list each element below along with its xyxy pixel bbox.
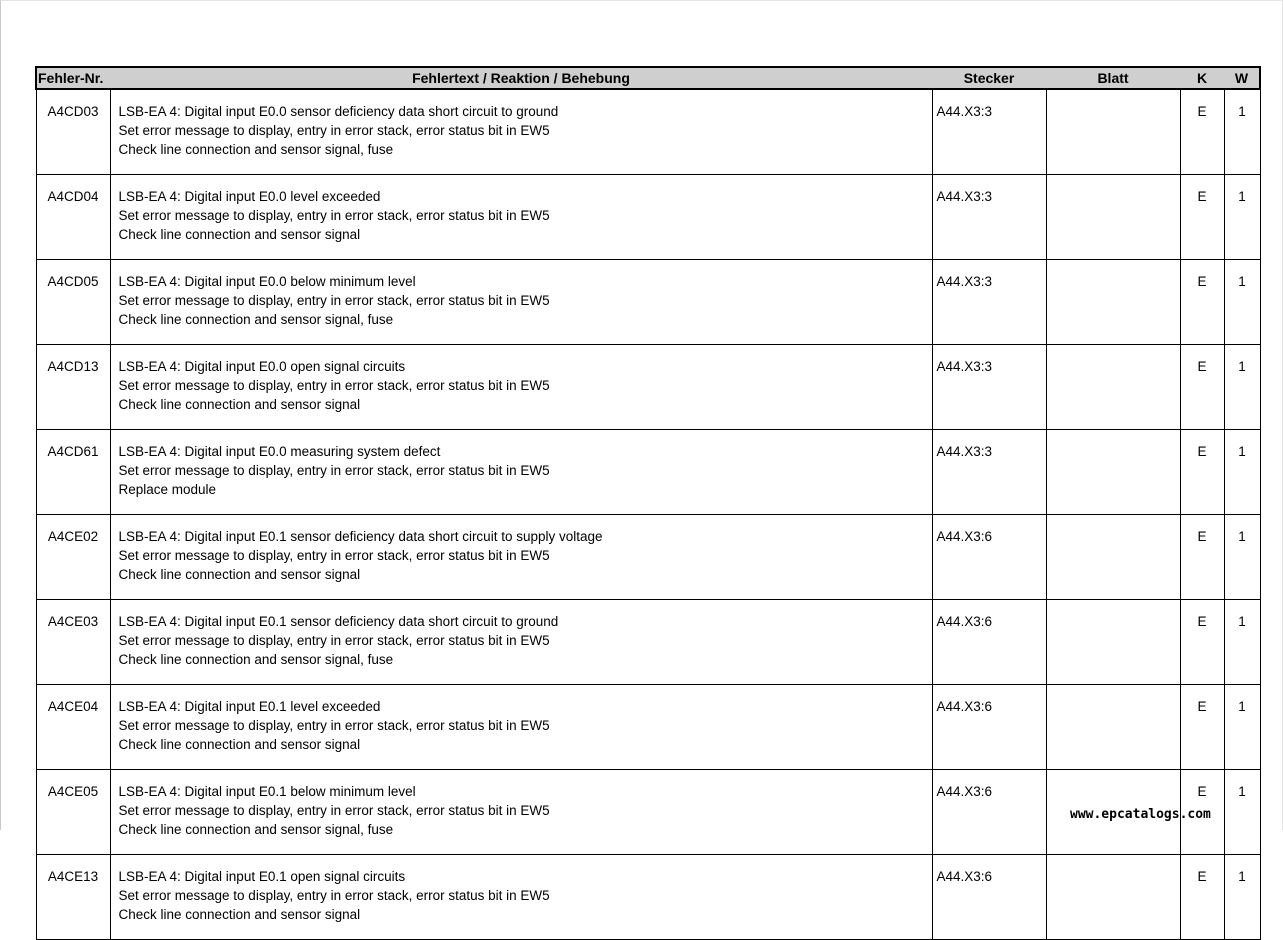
table-row <box>36 345 1260 430</box>
sheet-cell <box>1046 175 1180 260</box>
sheet-cell <box>1046 89 1180 175</box>
reaction-text-line: Set error message to display, entry in error stack, error status bit in EW5 <box>118 548 550 563</box>
error-text-line: LSB-EA 4: Digital input E0.0 open signal circuits <box>118 359 406 374</box>
header-w: W <box>1224 67 1260 89</box>
reaction-text-line: Set error message to display, entry in error stack, error status bit in EW5 <box>118 803 550 818</box>
table-header-row <box>36 67 1260 89</box>
header-k: K <box>1180 67 1224 89</box>
connector-cell: A44.X3:6 <box>932 770 1046 855</box>
error-code: A4CD13 <box>36 345 110 430</box>
sheet-cell <box>1046 345 1180 430</box>
k-cell: E <box>1180 855 1224 940</box>
w-cell: 1 <box>1224 175 1260 260</box>
error-description <box>110 770 932 855</box>
w-cell: 1 <box>1224 855 1260 940</box>
error-code: A4CD03 <box>36 89 110 175</box>
error-text-line: LSB-EA 4: Digital input E0.0 measuring system defect <box>118 444 441 459</box>
header-stecker: Stecker <box>932 67 1046 89</box>
connector-cell: A44.X3:6 <box>932 515 1046 600</box>
connector-cell: A44.X3:3 <box>932 430 1046 515</box>
w-cell: 1 <box>1224 260 1260 345</box>
w-cell: 1 <box>1224 600 1260 685</box>
remedy-text-line: Check line connection and sensor signal <box>118 397 361 412</box>
watermark: www.epcatalogs.com <box>1070 807 1211 822</box>
error-text-line: LSB-EA 4: Digital input E0.0 level exceeded <box>118 189 381 204</box>
reaction-text-line: Set error message to display, entry in error stack, error status bit in EW5 <box>118 463 550 478</box>
k-cell: E <box>1180 260 1224 345</box>
k-cell: E <box>1180 600 1224 685</box>
k-cell: E <box>1180 515 1224 600</box>
k-cell: E <box>1180 345 1224 430</box>
w-cell: 1 <box>1224 515 1260 600</box>
error-text-line: LSB-EA 4: Digital input E0.1 level exceeded <box>118 699 381 714</box>
k-cell: E <box>1180 430 1224 515</box>
table-row <box>36 685 1260 770</box>
remedy-text-line: Check line connection and sensor signal, fuse <box>118 652 394 667</box>
remedy-text-line: Check line connection and sensor signal, fuse <box>118 142 394 157</box>
error-description <box>110 855 932 940</box>
table-row <box>36 89 1260 175</box>
k-cell: E <box>1180 175 1224 260</box>
reaction-text-line: Set error message to display, entry in error stack, error status bit in EW5 <box>118 208 550 223</box>
error-description <box>110 175 932 260</box>
table-row <box>36 855 1260 940</box>
w-cell: 1 <box>1224 430 1260 515</box>
error-text-line: LSB-EA 4: Digital input E0.1 below minimum level <box>118 784 416 799</box>
table-row <box>36 260 1260 345</box>
k-cell: E <box>1180 770 1224 855</box>
error-text-line: LSB-EA 4: Digital input E0.1 sensor deficiency data short circuit to ground <box>118 614 559 629</box>
reaction-text-line: Set error message to display, entry in error stack, error status bit in EW5 <box>118 718 550 733</box>
header-fehler-nr: Fehler-Nr. <box>36 67 110 89</box>
table-row <box>36 175 1260 260</box>
remedy-text-line: Check line connection and sensor signal <box>118 227 361 242</box>
header-fehlertext: Fehlertext / Reaktion / Behebung <box>110 67 932 89</box>
sheet-cell <box>1046 260 1180 345</box>
connector-cell: A44.X3:3 <box>932 175 1046 260</box>
error-description <box>110 260 932 345</box>
table-row <box>36 515 1260 600</box>
remedy-text-line: Check line connection and sensor signal <box>118 907 361 922</box>
sheet-cell <box>1046 685 1180 770</box>
connector-cell: A44.X3:3 <box>932 89 1046 175</box>
error-description <box>110 345 932 430</box>
w-cell: 1 <box>1224 345 1260 430</box>
sheet-cell <box>1046 600 1180 685</box>
error-description <box>110 600 932 685</box>
error-text-line: LSB-EA 4: Digital input E0.0 sensor deficiency data short circuit to ground <box>118 104 559 119</box>
k-cell: E <box>1180 685 1224 770</box>
table-row <box>36 430 1260 515</box>
error-description <box>110 685 932 770</box>
error-code: A4CE02 <box>36 515 110 600</box>
connector-cell: A44.X3:6 <box>932 855 1046 940</box>
error-description <box>110 515 932 600</box>
w-cell: 1 <box>1224 770 1260 855</box>
remedy-text-line: Check line connection and sensor signal, fuse <box>118 822 394 837</box>
error-code: A4CD05 <box>36 260 110 345</box>
error-code: A4CE13 <box>36 855 110 940</box>
k-cell: E <box>1180 89 1224 175</box>
remedy-text-line: Check line connection and sensor signal, fuse <box>118 312 394 327</box>
sheet-cell <box>1046 430 1180 515</box>
connector-cell: A44.X3:6 <box>932 685 1046 770</box>
error-code: A4CE05 <box>36 770 110 855</box>
remedy-text-line: Check line connection and sensor signal <box>118 567 361 582</box>
w-cell: 1 <box>1224 685 1260 770</box>
connector-cell: A44.X3:6 <box>932 600 1046 685</box>
reaction-text-line: Set error message to display, entry in error stack, error status bit in EW5 <box>118 888 550 903</box>
connector-cell: A44.X3:3 <box>932 345 1046 430</box>
remedy-text-line: Check line connection and sensor signal <box>118 737 361 752</box>
header-blatt: Blatt <box>1046 67 1180 89</box>
error-text-line: LSB-EA 4: Digital input E0.1 open signal circuits <box>118 869 406 884</box>
reaction-text-line: Set error message to display, entry in error stack, error status bit in EW5 <box>118 123 550 138</box>
reaction-text-line: Set error message to display, entry in error stack, error status bit in EW5 <box>118 378 550 393</box>
error-code: A4CE04 <box>36 685 110 770</box>
error-description <box>110 89 932 175</box>
sheet-cell <box>1046 515 1180 600</box>
error-text-line: LSB-EA 4: Digital input E0.1 sensor deficiency data short circuit to supply voltage <box>118 529 603 544</box>
w-cell: 1 <box>1224 89 1260 175</box>
error-code: A4CD04 <box>36 175 110 260</box>
reaction-text-line: Set error message to display, entry in error stack, error status bit in EW5 <box>118 633 550 648</box>
reaction-text-line: Set error message to display, entry in error stack, error status bit in EW5 <box>118 293 550 308</box>
error-text-line: LSB-EA 4: Digital input E0.0 below minimum level <box>118 274 416 289</box>
connector-cell: A44.X3:3 <box>932 260 1046 345</box>
remedy-text-line: Replace module <box>118 482 217 497</box>
error-description <box>110 430 932 515</box>
sheet-cell <box>1046 855 1180 940</box>
error-code: A4CD61 <box>36 430 110 515</box>
table-row <box>36 600 1260 685</box>
error-code: A4CE03 <box>36 600 110 685</box>
